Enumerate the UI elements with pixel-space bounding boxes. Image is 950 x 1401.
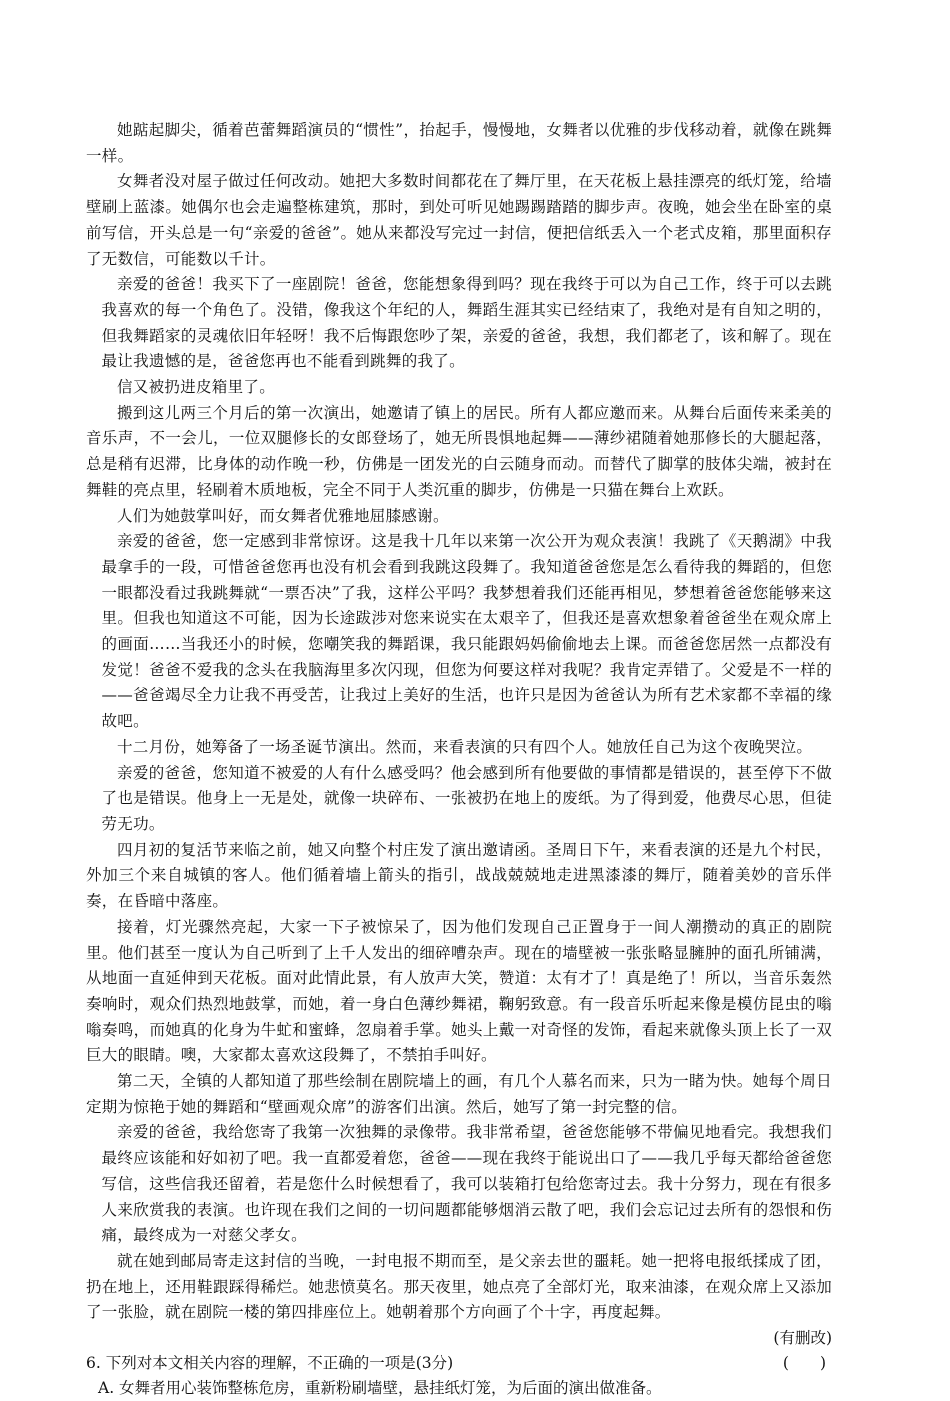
letter-4: 亲爱的爸爸，我给您寄了我第一次独舞的录像带。我非常希望，爸爸您能够不带偏见地看完。我想我们最终应该能和好如初了吧。我一直都爱着您，爸爸——现在我终于能说出口了——我几乎每天都给爸爸您写信，这些信我还留着，若是您什么时候想看了，我可以装箱打包给您寄过去。我十分努力，现在有很多人来欣赏我的表演。也许现在我们之间的一切问题都能够烟消云散了吧，我们会忘记过去所有的怨恨和伤痛，最终成为一对慈父孝女。 [101,1123,832,1245]
answer-blank[interactable]: ( ) [782,1354,826,1373]
paragraph-1: 她踮起脚尖，循着芭蕾舞蹈演员的“惯性”，抬起手，慢慢地，女舞者以优雅的步伐移动着，就像在跳舞一样。 [86,121,832,165]
paragraph-3: 信又被扔进皮箱里了。 [117,378,276,397]
question-6-stem: 6. 下列对本文相关内容的理解，不正确的一项是(3分) [86,1354,454,1373]
letter-1: 亲爱的爸爸！我买下了一座剧院！爸爸，您能想象得到吗？现在我终于可以为自己工作，终于可以去跳我喜欢的每一个角色了。没错，像我这个年纪的人，舞蹈生涯其实已经结束了，我绝对是有自知之明的，但我舞蹈家的灵魂依旧年轻呀！我不后悔跟您吵了架，亲爱的爸爸，我想，我们都老了，该和解了。现在最让我遗憾的是，爸爸您再也不能看到跳舞的我了。 [101,275,832,371]
letter-2: 亲爱的爸爸，您一定感到非常惊讶。这是我十几年以来第一次公开为观众表演！我跳了《天鹅湖》中我最拿手的一段，可惜爸爸您再也没有机会看到我跳这段舞了。我知道爸爸您是怎么看待我的舞蹈的，但您一眼都没看过我跳舞就“一票否决”了我，这样公平吗？我梦想着我们还能再相见，梦想着爸爸您能够来这里。但我也知道这不可能，因为长途跋涉对您来说实在太艰辛了，但我还是喜欢想象着爸爸坐在观众席上的画面……当我还小的时候，您嘲笑我的舞蹈课，我只能跟妈妈偷偷地去上课。而爸爸您居然一点都没有发觉！爸爸不爱我的念头在我脑海里多次闪现，但您为何要这样对我呢？我肯定弄错了。父爱是不一样的——爸爸竭尽全力让我不再受苦，让我过上美好的生活，也许只是因为爸爸认为所有艺术家都不幸福的缘故吧。 [101,532,832,731]
paragraph-5: 人们为她鼓掌叫好，而女舞者优雅地屈膝感谢。 [117,506,449,525]
option-a: A. 女舞者用心装饰整栋危房，重新粉刷墙壁，悬挂纸灯笼，为后面的演出做准备。 [98,1379,662,1398]
paragraph-9: 第二天，全镇的人都知道了那些绘制在剧院墙上的画，有几个人慕名而来，只为一睹为快。她每个周日定期为惊艳于她的舞蹈和“壁画观众席”的游客们出演。然后，她写了第一封完整的信。 [86,1072,832,1116]
paragraph-2: 女舞者没对屋子做过任何改动。她把大多数时间都花在了舞厅里，在天花板上悬挂漂亮的纸灯笼，给墙壁刷上蓝漆。她偶尔也会走遍整栋建筑，那时，到处可听见她踢踢踏踏的脚步声。夜晚，她会坐在卧室的桌前写信，开头总是一句“亲爱的爸爸”。她从来都没写完过一封信，便把信纸丢入一个老式皮箱，那里面积存了无数信，可能数以千计。 [86,172,832,268]
paragraph-10: 就在她到邮局寄走这封信的当晚，一封电报不期而至，是父亲去世的噩耗。她一把将电报纸揉成了团，扔在地上，还用鞋跟踩得稀烂。她悲愤莫名。那天夜里，她点亮了全部灯光，取来油漆，在观众席上又添加了一张脸，就在剧院一楼的第四排座位上。她朝着那个方向画了个十字，再度起舞。 [86,1251,832,1322]
question-6 [86,1351,832,1376]
paragraph-8: 接着，灯光骤然亮起，大家一下子被惊呆了，因为他们发现自己正置身于一间人潮攒动的真正的剧院里。他们甚至一度认为自己听到了上千人发出的细碎嘈杂声。现在的墙壁被一张张略显臃肿的面孔所铺满，从地面一直延伸到天花板。面对此情此景，有人放声大笑，赞道：太有才了！真是绝了！所以，当音乐轰然奏响时，观众们热烈地鼓掌，而她，着一身白色薄纱舞裙，鞠躬致意。有一段音乐听起来像是模仿昆虫的嗡嗡奏鸣，而她真的化身为牛虻和蜜蜂，忽扇着手掌。她头上戴一对奇怪的发饰，看起来就像头顶上长了一双巨大的眼睛。噢，大家都太喜欢这段舞了，不禁拍手叫好。 [86,917,832,1065]
paragraph-7: 四月初的复活节来临之前，她又向整个村庄发了演出邀请函。圣周日下午，来看表演的还是九个村民，外加三个来自城镇的客人。他们循着墙上箭头的指引，战战兢兢地走进黑漆漆的舞厅，随着美妙的音乐伴奏，在昏暗中落座。 [86,840,832,911]
paragraph-4: 搬到这儿两三个月后的第一次演出，她邀请了镇上的居民。所有人都应邀而来。从舞台后面传来柔美的音乐声，不一会儿，一位双腿修长的女郎登场了，她无所畏惧地起舞——薄纱裙随着她那修长的大腿起落，总是稍有迟滞，比身体的动作晚一秒，仿佛是一团发光的白云随身而动。而替代了脚掌的肢体尖端，被封在舞鞋的亮点里，轻刷着木质地板，完全不同于人类沉重的脚步，仿佛是一只猫在舞台上欢跃。 [86,403,832,499]
letter-3: 亲爱的爸爸，您知道不被爱的人有什么感受吗？他会感到所有他要做的事情都是错误的，甚至停下不做了也是错误。他身上一无是处，就像一块碎布、一张被扔在地上的废纸。为了得到爱，他费尽心思，但徒劳无功。 [101,763,832,833]
source-note: (有删改) [773,1329,832,1348]
paragraph-6: 十二月份，她筹备了一场圣诞节演出。然而，来看表演的只有四个人。她放任自己为这个夜晚哭泣。 [117,737,813,756]
passage [86,118,832,1326]
